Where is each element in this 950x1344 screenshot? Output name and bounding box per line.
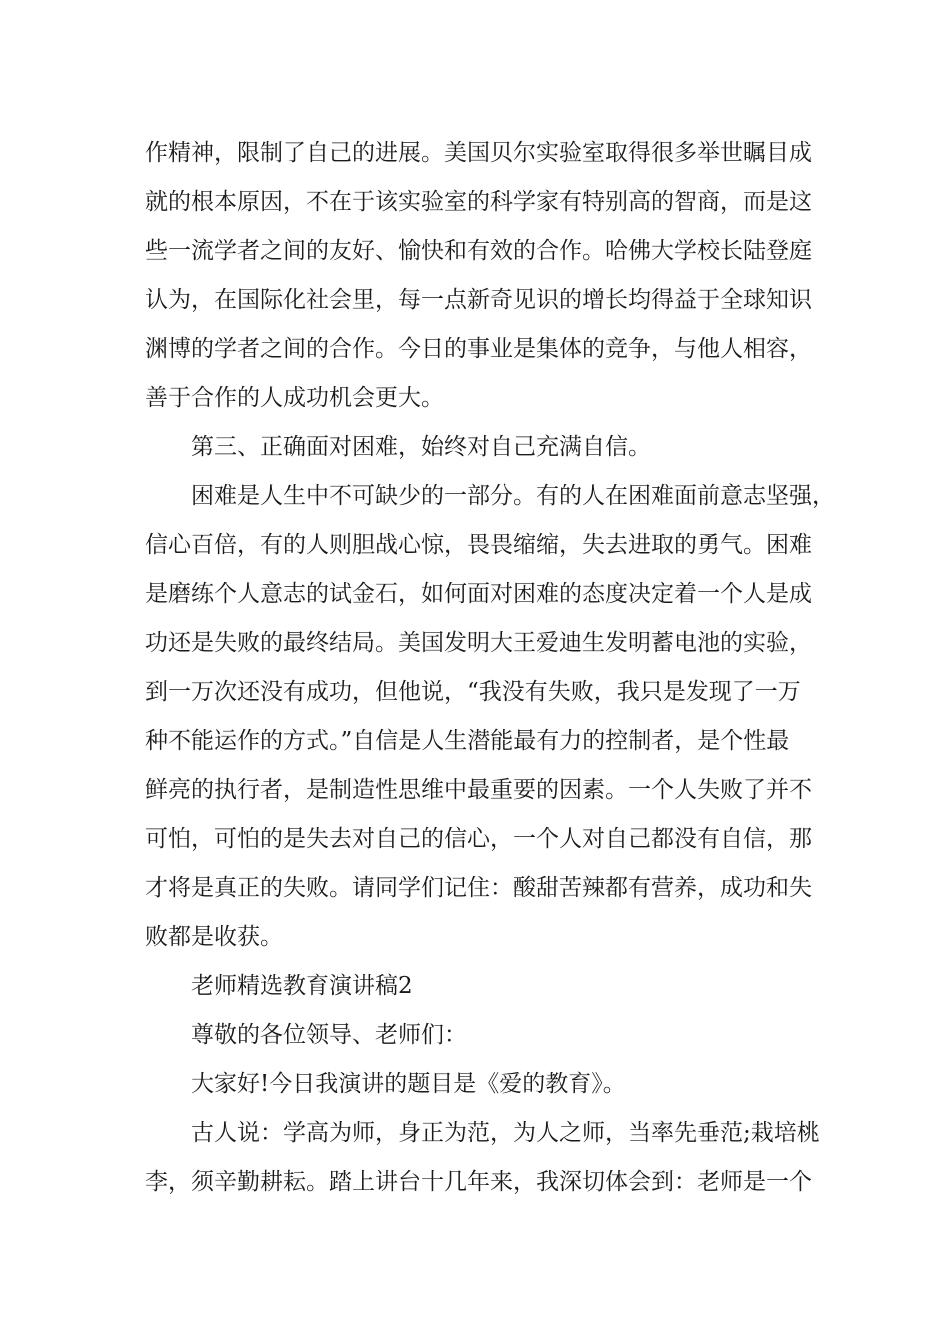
text-line: 认为，在国际化社会里，每一点新奇见识的增长均得益于全球知识 (145, 287, 812, 313)
text-line: 作精神，限制了自己的进展。美国贝尔实验室取得很多举世瞩目成 (145, 140, 812, 166)
text-line: 就的根本原因，不在于该实验室的科学家有特别高的智商，而是这 (145, 189, 812, 215)
text-line: 鲜亮的执行者，是制造性思维中最重要的因素。一个人失败了并不 (145, 777, 812, 803)
text-line: 可怕，可怕的是失去对自己的信心，一个人对自己都没有自信，那 (145, 826, 812, 852)
text-line: 功还是失败的最终结局。美国发明大王爱迪生发明蓄电池的实验， (145, 630, 812, 656)
greeting: 大家好!今日我演讲的题目是《爱的教育》。 (191, 1071, 626, 1097)
section-heading: 第三、正确面对困难，始终对自己充满自信。 (191, 434, 651, 460)
salutation: 尊敬的各位领导、老师们： (191, 1022, 467, 1048)
text-line: 古人说：学高为师，身正为范，为人之师，当率先垂范;栽培桃 (191, 1120, 820, 1146)
text-line: 李，须辛勤耕耘。踏上讲台十几年来，我深切体会到：老师是一个 (145, 1169, 812, 1195)
text-line: 到一万次还没有成功，但他说，“我没有失败，我只是发现了一万 (145, 679, 801, 705)
text-line: 困难是人生中不可缺少的一部分。有的人在困难面前意志坚强， (191, 483, 835, 509)
text-line: 善于合作的人成功机会更大。 (145, 385, 444, 411)
text-line: 才将是真正的失败。请同学们记住：酸甜苦辣都有营养，成功和失 (145, 875, 812, 901)
document-body (145, 129, 835, 1207)
speech-title: 老师精选教育演讲稿2 (191, 973, 413, 999)
text-line: 信心百倍，有的人则胆战心惊，畏畏缩缩，失去进取的勇气。困难 (145, 532, 812, 558)
text-line: 种不能运作的方式。”自信是人生潜能最有力的控制者，是个性最 (145, 728, 790, 754)
text-line: 败都是收获。 (145, 924, 283, 950)
text-line: 些一流学者之间的友好、愉快和有效的合作。哈佛大学校长陆登庭 (145, 238, 812, 264)
text-line: 渊博的学者之间的合作。今日的事业是集体的竞争，与他人相容， (145, 336, 812, 362)
text-line: 是磨练个人意志的试金石，如何面对困难的态度决定着一个人是成 (145, 581, 812, 607)
